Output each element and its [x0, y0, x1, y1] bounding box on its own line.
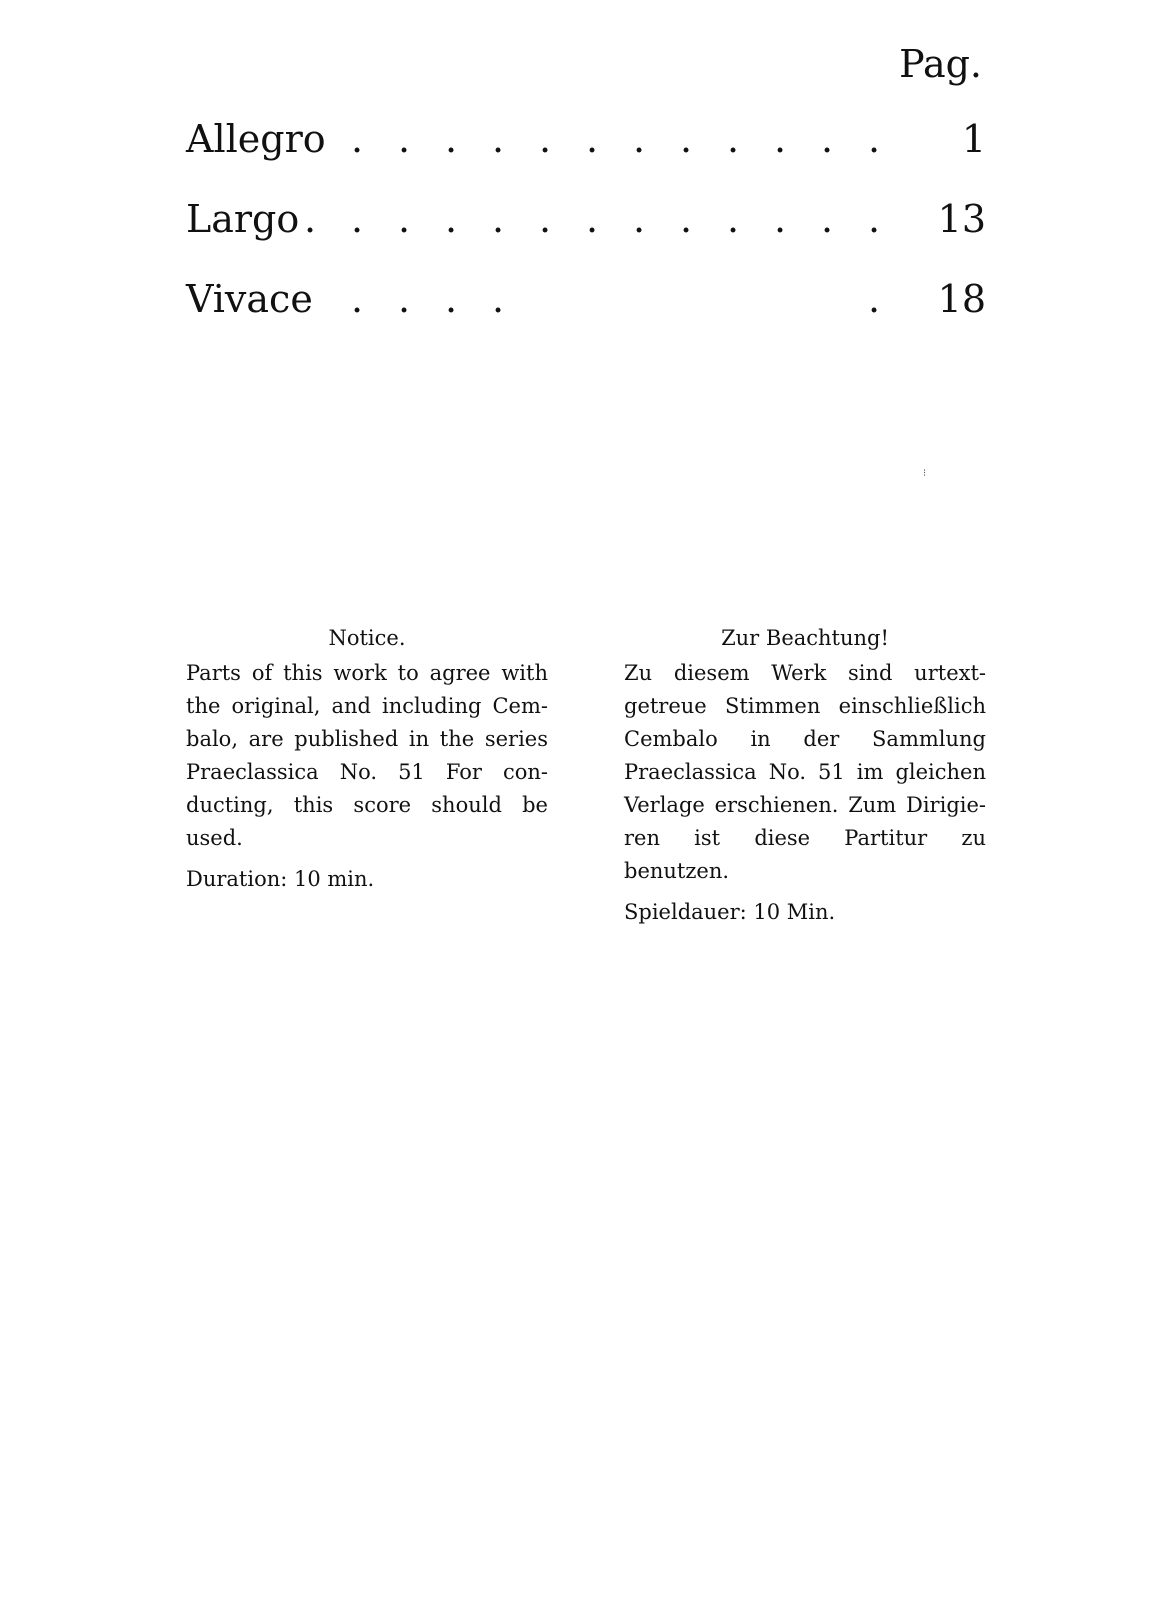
leader-dot: . — [774, 197, 787, 241]
leader-dot: . — [727, 197, 740, 241]
notice-body: Zu diesem Werk sind urtext- getreue Stimmen einschließlich Cembalo in der Sammlung Praeclassica No. 51 im gleichen Verlage erschienen. Zum Dirigie- ren ist diese Partitur zu benutzen. — [624, 661, 986, 883]
leader-dot: . — [586, 197, 599, 241]
leader-dot: . — [586, 117, 599, 161]
leader-dot: . — [492, 117, 505, 161]
leader-dot: . — [398, 197, 411, 241]
leader-dot: . — [351, 197, 364, 241]
leader-dot: . — [351, 117, 364, 161]
toc-entry-allegro — [186, 115, 986, 195]
duration-text: Spieldauer: 10 Min. — [624, 900, 836, 924]
leader-dot: . — [398, 277, 411, 321]
leader-dot: . — [445, 277, 458, 321]
leader-dot: . — [445, 197, 458, 241]
leader-dot: . — [351, 277, 364, 321]
leader-dot: . — [492, 197, 505, 241]
leader-dot: . — [868, 197, 881, 241]
toc-entry-title: Vivace — [186, 277, 313, 321]
leader-dot: . — [821, 197, 834, 241]
toc-entry-page: 13 — [937, 197, 986, 241]
toc-entry-title: Allegro — [186, 117, 326, 161]
leader-dot: . — [680, 197, 693, 241]
leader-dot: . — [539, 197, 552, 241]
notice-heading: Notice. — [328, 626, 406, 650]
scan-speck: ⁝ — [923, 468, 927, 479]
leader-dot: . — [304, 197, 317, 241]
leader-dot: . — [774, 117, 787, 161]
leader-dot: . — [680, 117, 693, 161]
leader-dot: . — [492, 277, 505, 321]
toc-entry-page: 1 — [961, 117, 986, 161]
leader-dot: . — [868, 117, 881, 161]
toc-entry-vivace — [186, 275, 986, 355]
page-label: Pag. — [899, 42, 982, 86]
leader-dot: . — [633, 197, 646, 241]
leader-dot: . — [398, 117, 411, 161]
toc-entry-page: 18 — [937, 277, 986, 321]
notice-english — [186, 622, 548, 896]
leader-dot: . — [727, 117, 740, 161]
table-of-contents — [186, 115, 986, 355]
toc-entry-title: Largo — [186, 197, 300, 241]
leader-dot: . — [445, 117, 458, 161]
duration-text: Duration: 10 min. — [186, 867, 375, 891]
leader-dot: . — [868, 277, 881, 321]
notice-heading: Zur Beachtung! — [721, 626, 889, 650]
toc-entry-largo — [186, 195, 986, 275]
notice-body: Parts of this work to agree with the original, and including Cem- balo, are published in the series Praeclassica No. 51 For con- ducting, this score should be used. — [186, 661, 548, 850]
leader-dot: . — [821, 117, 834, 161]
leader-dot: . — [633, 117, 646, 161]
notice-german — [624, 622, 986, 929]
leader-dot: . — [539, 117, 552, 161]
